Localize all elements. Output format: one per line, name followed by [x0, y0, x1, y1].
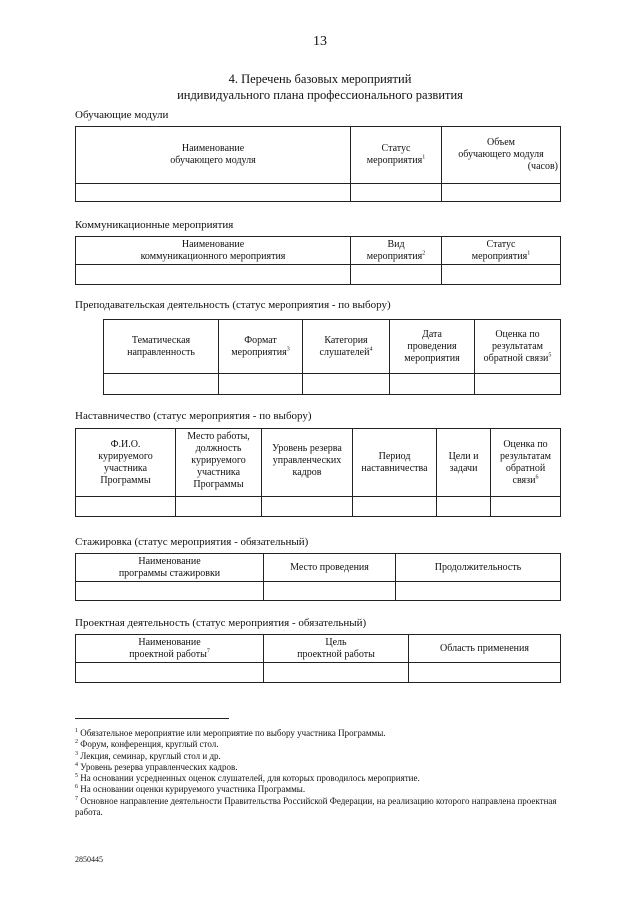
table-cell[interactable] [390, 374, 475, 395]
footnote-ref: 1 [527, 250, 531, 257]
header-cell-project-name: Наименование проектной работы$^7$ [76, 635, 264, 663]
table-cell[interactable] [475, 374, 561, 395]
table-cell[interactable] [76, 265, 351, 285]
table-row [104, 374, 561, 395]
table-cell[interactable] [264, 663, 409, 683]
table-header-row [76, 554, 561, 582]
header-cell-program-name: Наименование программы стажировки [76, 554, 264, 582]
header-cell-duration: Продолжительность [396, 554, 561, 582]
table-cell[interactable] [351, 184, 442, 202]
header-cell-audience: Категория слушателей$^4$ [303, 320, 390, 374]
header-cell-application-area: Область применения [409, 635, 561, 663]
table-cell[interactable] [76, 184, 351, 202]
footnote-1: $^1$ Обязательное мероприятие или мероприятие по выбору участника Программы. [75, 728, 386, 738]
footnote-7: $^7$ Основное направление деятельности Правительства Российской Федерации, на реализацию которого направлена проектная работа. [75, 795, 557, 818]
internship-table [75, 553, 561, 601]
footnote-ref: 7 [206, 648, 210, 655]
table-row [76, 582, 561, 601]
header-cell-event-status: Статус мероприятия$^1$ [442, 237, 561, 265]
footnote-2: $^2$ Форум, конференция, круглый стол. [75, 739, 219, 750]
table-cell[interactable] [219, 374, 303, 395]
footnote-5: $^5$ На основании усредненных оценок слушателей, для которых проводилось мероприятие. [75, 773, 420, 784]
footnote-divider [75, 718, 229, 719]
table-cell[interactable] [409, 663, 561, 683]
mentoring-table [75, 428, 561, 517]
document-code: 2850445 [75, 855, 103, 864]
footnote-3: $^3$ Лекция, семинар, круглый стол и др. [75, 750, 221, 761]
table-header-row [104, 320, 561, 374]
table-row [76, 265, 561, 285]
footnote-6: $^6$ На основании оценки курируемого участника Программы. [75, 784, 306, 795]
page-number: 13 [313, 34, 327, 49]
table-cell[interactable] [264, 582, 396, 601]
project-table [75, 634, 561, 683]
table-row [76, 184, 561, 202]
table-cell[interactable] [442, 184, 561, 202]
section-heading-line1: 4. Перечень базовых мероприятий [228, 72, 412, 86]
table-row [76, 663, 561, 683]
header-cell-workplace: Место работы, должность курируемого участника Программы [176, 429, 262, 497]
header-cell-mentoring-feedback: Оценка по результатам обратной связи$^6$ [491, 429, 561, 497]
footnote-ref: 1 [422, 154, 426, 161]
project-section-title: Проектная деятельность (статус мероприятия - обязательный) [75, 617, 367, 629]
footnote-ref: 5 [548, 352, 552, 359]
table-cell[interactable] [76, 663, 264, 683]
table-cell[interactable] [353, 497, 437, 517]
header-cell-goals: Цели и задачи [437, 429, 491, 497]
table-cell[interactable] [176, 497, 262, 517]
header-cell-format: Формат мероприятия$^3$ [219, 320, 303, 374]
training-table [75, 126, 561, 202]
header-cell-project-goal: Цель проектной работы [264, 635, 409, 663]
header-cell-volume: Объем обучающего модуля (часов) [442, 127, 561, 184]
header-cell-event-type: Вид мероприятия$^2$ [351, 237, 442, 265]
communication-section-title: Коммуникационные мероприятия [75, 219, 234, 231]
table-cell[interactable] [351, 265, 442, 285]
footnote-4: $^4$ Уровень резерва управленческих кадров. [75, 761, 238, 772]
footnote-ref: 3 [286, 346, 290, 353]
communication-table [75, 236, 561, 285]
header-cell-feedback: Оценка по результатам обратной связи$^5$ [475, 320, 561, 374]
footnote-ref: 6 [535, 474, 539, 481]
mentoring-section-title: Наставничество (статус мероприятия - по выбору) [75, 410, 312, 422]
table-cell[interactable] [396, 582, 561, 601]
header-cell-location: Место проведения [264, 554, 396, 582]
footnote-ref: 4 [369, 346, 373, 353]
table-cell[interactable] [104, 374, 219, 395]
table-header-row [76, 127, 561, 184]
header-cell-period: Период наставничества [353, 429, 437, 497]
header-cell-module-name: Наименование обучающего модуля [76, 127, 351, 184]
table-cell[interactable] [491, 497, 561, 517]
training-section-title: Обучающие модули [75, 109, 169, 121]
table-cell[interactable] [262, 497, 353, 517]
table-cell[interactable] [437, 497, 491, 517]
footnotes [75, 728, 565, 818]
header-cell-status: Статус мероприятия$^1$ [351, 127, 442, 184]
table-header-row [76, 429, 561, 497]
table-cell[interactable] [76, 497, 176, 517]
section-heading-line2: индивидуального плана профессионального развития [177, 88, 463, 102]
table-cell[interactable] [76, 582, 264, 601]
table-header-row [76, 237, 561, 265]
header-cell-date: Дата проведения мероприятия [390, 320, 475, 374]
header-cell-mentee-name: Ф.И.О. курируемого участника Программы [76, 429, 176, 497]
table-row [76, 497, 561, 517]
footnote-ref: 2 [422, 250, 426, 257]
table-cell[interactable] [442, 265, 561, 285]
header-cell-reserve-level: Уровень резерва управленческих кадров [262, 429, 353, 497]
internship-section-title: Стажировка (статус мероприятия - обязательный) [75, 536, 309, 548]
table-header-row [76, 635, 561, 663]
table-cell[interactable] [303, 374, 390, 395]
header-cell-topic: Тематическая направленность [104, 320, 219, 374]
teaching-table [103, 319, 561, 395]
header-cell-event-name: Наименование коммуникационного мероприятия [76, 237, 351, 265]
teaching-section-title: Преподавательская деятельность (статус мероприятия - по выбору) [75, 299, 391, 311]
